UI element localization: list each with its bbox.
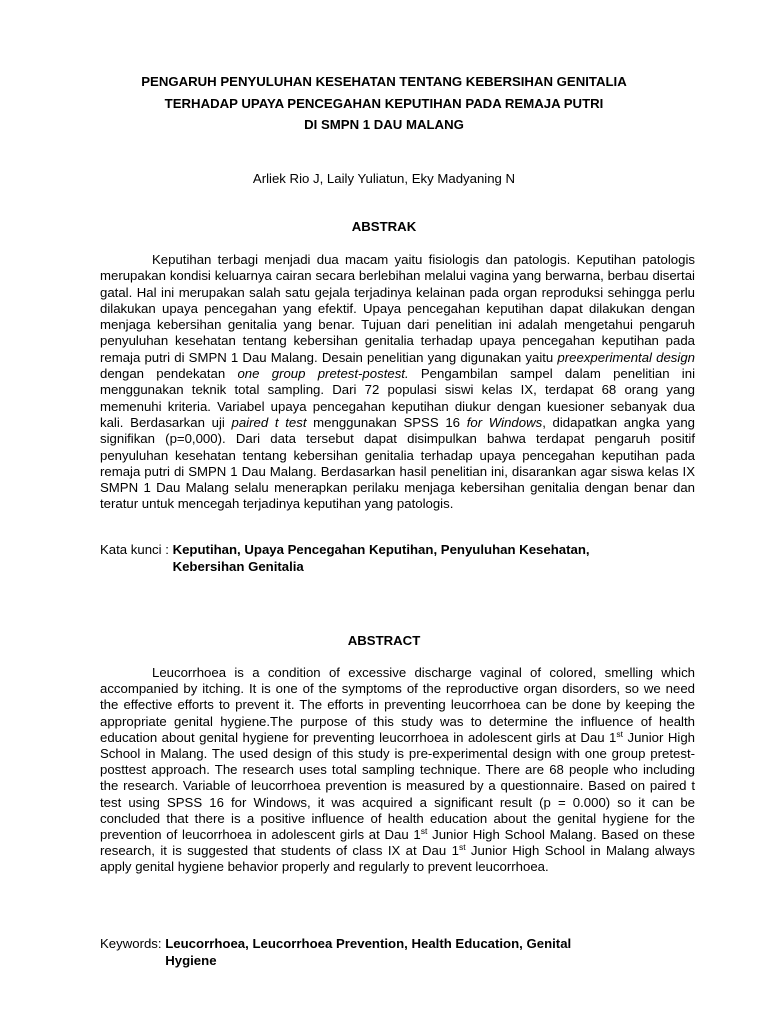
abstrak-italic-4: for Windows <box>466 414 543 430</box>
abstrak-italic-2: one group pretest-postest. <box>237 366 409 382</box>
kata-kunci <box>100 541 700 575</box>
keywords <box>100 935 700 969</box>
title-line-1: PENGARUH PENYULUHAN KESEHATAN TENTANG KEBERSIHAN GENITALIA <box>141 74 627 89</box>
abstrak-italic-3: paired t test <box>231 414 307 430</box>
title-line-2: TERHADAP UPAYA PENCEGAHAN KEPUTIHAN PADA REMAJA PUTRI <box>164 95 604 111</box>
abstract-paragraph <box>100 665 695 876</box>
abstrak-heading: ABSTRAK <box>351 219 417 234</box>
keywords-terms <box>165 935 700 969</box>
superscript-st-1: st <box>616 728 623 739</box>
abstract-text-2: Junior High School in Malang. The used design of this study is pre-experimental design with one group pretest-posttest approach. The research uses total sampling technique. There are 68 people who including the research. Variable of leucorrhoea prevention is measured by a questionnaire. Based on paired t test using SPSS 16 for Windows, it was acquired a significant result (p = 0.000) so it can be concluded that there is a positive influence of health education about the genital hygiene for the prevention of leucorrhoea in adolescent girls at Dau 1 <box>100 729 695 843</box>
superscript-st-3: st <box>458 842 466 853</box>
abstrak-italic-1: preexperimental design <box>557 349 695 365</box>
abstrak-text-5: , didapatkan angka yang signifikan (p=0,000). Dari data tersebut dapat disimpulkan bahwa terdapat pengaruh positif penyuluhan kesehatan tentang kebersihan genitalia terhadap upaya pencegahan keputihan pada remaja putri di SMPN 1 Dau Malang. Berdasarkan hasil penelitian ini, disarankan agar siswa kelas IX SMPN 1 Dau Malang selalu menerapkan perilaku menjaga kebersihan genitalia dengan benar dan teratur untuk mencegah terjadinya keputihan yang patologis. <box>100 414 695 512</box>
abstrak-text-4: menggunakan SPSS 16 <box>306 414 467 430</box>
kata-kunci-line-1: Keputihan, Upaya Pencegahan Keputihan, Penyuluhan Kesehatan, <box>172 542 590 557</box>
abstrak-text-1: Keputihan terbagi menjadi dua macam yaitu fisiologis dan patologis. Keputihan patologis merupakan kondisi keluarnya cairan secara berlebihan melalui vagina yang berwarna, berbau disertai gatal. Hal ini merupakan salah satu gejala terjadinya kelainan pada organ reproduksi sehingga perlu dilakukan upaya pencegahan yang efektif. Upaya pencegahan keputihan dapat dilakukan dengan menjaga kebersihan genitalia yang benar. Tujuan dari penelitian ini adalah mengetahui pengaruh penyuluhan kesehatan tentang kebersihan genitalia terhadap upaya pencegahan keputihan pada remaja putri di SMPN 1 Dau Malang. Desain penelitian yang digunakan yaitu <box>100 252 695 365</box>
abstrak-paragraph <box>100 252 695 513</box>
abstract-text-4: Junior High School in Malang always apply genital hygiene behavior properly and regularly to prevent leucorrhoea. <box>100 843 695 875</box>
keywords-line-1: Leucorrhoea, Leucorrhoea Prevention, Health Education, Genital <box>165 936 572 951</box>
kata-kunci-label: Kata kunci : <box>100 542 173 557</box>
superscript-st-2: st <box>420 826 428 837</box>
abstract-text-1: Leucorrhoea is a condition of excessive discharge vaginal of colored, smelling which accompanied by itching. It is one of the symptoms of the reproductive organ disorders, so we need the effective efforts to prevent it. The efforts in preventing leucorrhoea can be done by keeping the appropriate genital hygiene.The purpose of this study was to determine the influence of health education about genital hygiene for preventing leucorrhoea in adolescent girls at Dau 1 <box>100 665 695 745</box>
title-line-3: DI SMPN 1 DAU MALANG <box>304 117 464 132</box>
keywords-line-2: Hygiene <box>165 953 217 968</box>
keywords-label: Keywords: <box>100 936 166 951</box>
abstrak-text-3: Pengambilan sampel dalam penelitian ini menggunakan teknik total sampling. Dari 72 populasi siswi kelas IX, terdapat 68 orang yang memenuhi kriteria. Variabel upaya pencegahan keputihan diukur dengan kuesioner sebanyak dua kali. Berdasarkan uji <box>100 366 696 430</box>
abstrak-text-2: dengan pendekatan <box>100 366 238 382</box>
abstract-body <box>100 665 695 876</box>
kata-kunci-line-2: Kebersihan Genitalia <box>172 559 304 574</box>
paper-title <box>40 71 728 136</box>
abstract-text-3: Junior High School Malang. Based on these research, it is suggested that students of class IX at Dau 1 <box>100 827 696 859</box>
kata-kunci-terms <box>173 541 700 575</box>
abstrak-body <box>100 252 695 513</box>
author-list: Arliek Rio J, Laily Yuliatun, Eky Madyaning N <box>252 171 516 186</box>
abstract-heading: ABSTRACT <box>347 633 421 648</box>
